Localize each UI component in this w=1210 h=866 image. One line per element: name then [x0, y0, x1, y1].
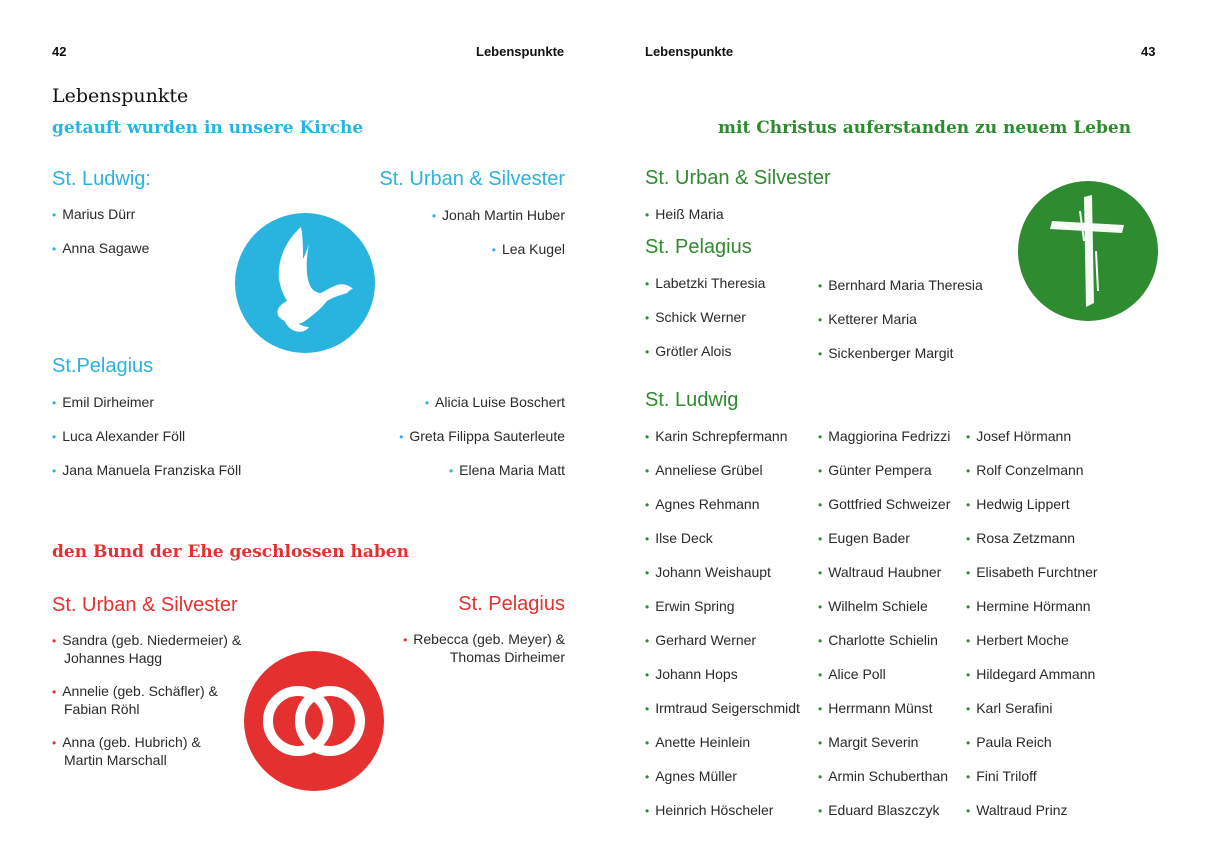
marriage-st-pelagius-label: St. Pelagius	[458, 593, 565, 615]
list-item: • Irmtraud Seigerschmidt	[645, 700, 800, 716]
list-item: • Ilse Deck	[645, 530, 713, 546]
list-item: • Anna (geb. Hubrich) & Martin Marschall	[52, 734, 201, 768]
list-item: • Alice Poll	[818, 666, 886, 682]
page-number-right: 43	[1141, 44, 1156, 59]
running-header-right: Lebenspunkte	[645, 44, 734, 59]
list-item: • Anette Heinlein	[645, 734, 751, 750]
list-item: • Rebecca (geb. Meyer) & Thomas Dirheimer	[403, 631, 565, 665]
list-item: • Johann Weishaupt	[645, 564, 771, 580]
list-item: • Agnes Rehmann	[645, 496, 760, 512]
list-item: • Hildegard Ammann	[966, 666, 1096, 682]
list-item: • Hedwig Lippert	[966, 496, 1070, 512]
list-item: • Gerhard Werner	[645, 632, 757, 648]
list-item: • Herbert Moche	[966, 632, 1069, 648]
list-item: • Karin Schrepfermann	[645, 428, 788, 444]
list-item: • Rolf Conzelmann	[966, 462, 1084, 478]
list-item: • Heinrich Höscheler	[645, 802, 774, 818]
list-item: • Johann Hops	[645, 666, 738, 682]
list-item: • Herrmann Münst	[818, 700, 933, 716]
list-item: • Emil Dirheimer	[52, 394, 154, 410]
funeral-st-ludwig-label: St. Ludwig	[645, 389, 739, 411]
list-item: • Maggiorina Fedrizzi	[818, 428, 951, 444]
list-item: • Heiß Maria	[645, 206, 724, 222]
list-item: • Jana Manuela Franziska Föll	[52, 462, 242, 478]
list-item: • Josef Hörmann	[966, 428, 1072, 444]
list-item: • Grötler Alois	[645, 343, 732, 359]
list-item: • Bernhard Maria Theresia	[818, 277, 983, 293]
list-item: • Labetzki Theresia	[645, 275, 766, 291]
list-item: • Erwin Spring	[645, 598, 735, 614]
list-item: • Charlotte Schielin	[818, 632, 938, 648]
list-item: • Lea Kugel	[491, 241, 565, 257]
list-item: • Gottfried Schweizer	[818, 496, 951, 512]
dove-icon	[235, 213, 375, 353]
list-item: • Ketterer Maria	[818, 311, 917, 327]
list-item: • Rosa Zetzmann	[966, 530, 1076, 546]
list-item: • Luca Alexander Föll	[52, 428, 186, 444]
list-item: • Jonah Martin Huber	[431, 207, 565, 223]
page-title: Lebenspunkte	[52, 85, 189, 107]
list-item: • Anna Sagawe	[52, 240, 150, 256]
rings-icon	[244, 651, 384, 791]
list-item: • Eugen Bader	[818, 530, 910, 546]
list-item: • Armin Schuberthan	[818, 768, 949, 784]
baptism-st-ludwig-label: St. Ludwig:	[52, 168, 151, 190]
list-item: • Marius Dürr	[52, 206, 136, 222]
list-item: • Elena Maria Matt	[448, 462, 565, 478]
list-item: • Günter Pempera	[818, 462, 932, 478]
list-item: • Eduard Blaszczyk	[818, 802, 940, 818]
list-item: • Annelie (geb. Schäfler) & Fabian Röhl	[52, 683, 218, 717]
list-item: • Agnes Müller	[645, 768, 737, 784]
list-item: • Anneliese Grübel	[645, 462, 763, 478]
list-item: • Hermine Hörmann	[966, 598, 1091, 614]
baptism-st-pelagius-label: St.Pelagius	[52, 355, 154, 377]
list-item: • Schick Werner	[645, 309, 746, 325]
baptism-st-urban-label: St. Urban & Silvester	[379, 168, 565, 190]
list-item: • Waltraud Prinz	[966, 802, 1068, 818]
running-header-left: Lebenspunkte	[476, 44, 565, 59]
marriage-heading: den Bund der Ehe geschlossen haben	[52, 542, 409, 562]
baptism-heading: getauft wurden in unsere Kirche	[52, 118, 364, 138]
list-item: • Alicia Luise Boschert	[424, 394, 565, 410]
list-item: • Waltraud Haubner	[818, 564, 942, 580]
resurrection-heading: mit Christus auferstanden zu neuem Leben	[718, 118, 1132, 138]
list-item: • Elisabeth Furchtner	[966, 564, 1098, 580]
list-item: • Greta Filippa Sauterleute	[399, 428, 565, 444]
funeral-st-pelagius-label: St. Pelagius	[645, 236, 752, 258]
list-item: • Karl Serafini	[966, 700, 1053, 716]
list-item: • Sickenberger Margit	[818, 345, 954, 361]
marriage-st-urban-label: St. Urban & Silvester	[52, 594, 238, 616]
list-item: • Paula Reich	[966, 734, 1052, 750]
list-item: • Fini Triloff	[966, 768, 1037, 784]
cross-icon	[1018, 181, 1158, 321]
list-item: • Margit Severin	[818, 734, 919, 750]
funeral-st-urban-label: St. Urban & Silvester	[645, 167, 831, 189]
page-number-left: 42	[52, 44, 67, 59]
list-item: • Sandra (geb. Niedermeier) & Johannes Hagg	[52, 632, 242, 666]
list-item: • Wilhelm Schiele	[818, 598, 928, 614]
